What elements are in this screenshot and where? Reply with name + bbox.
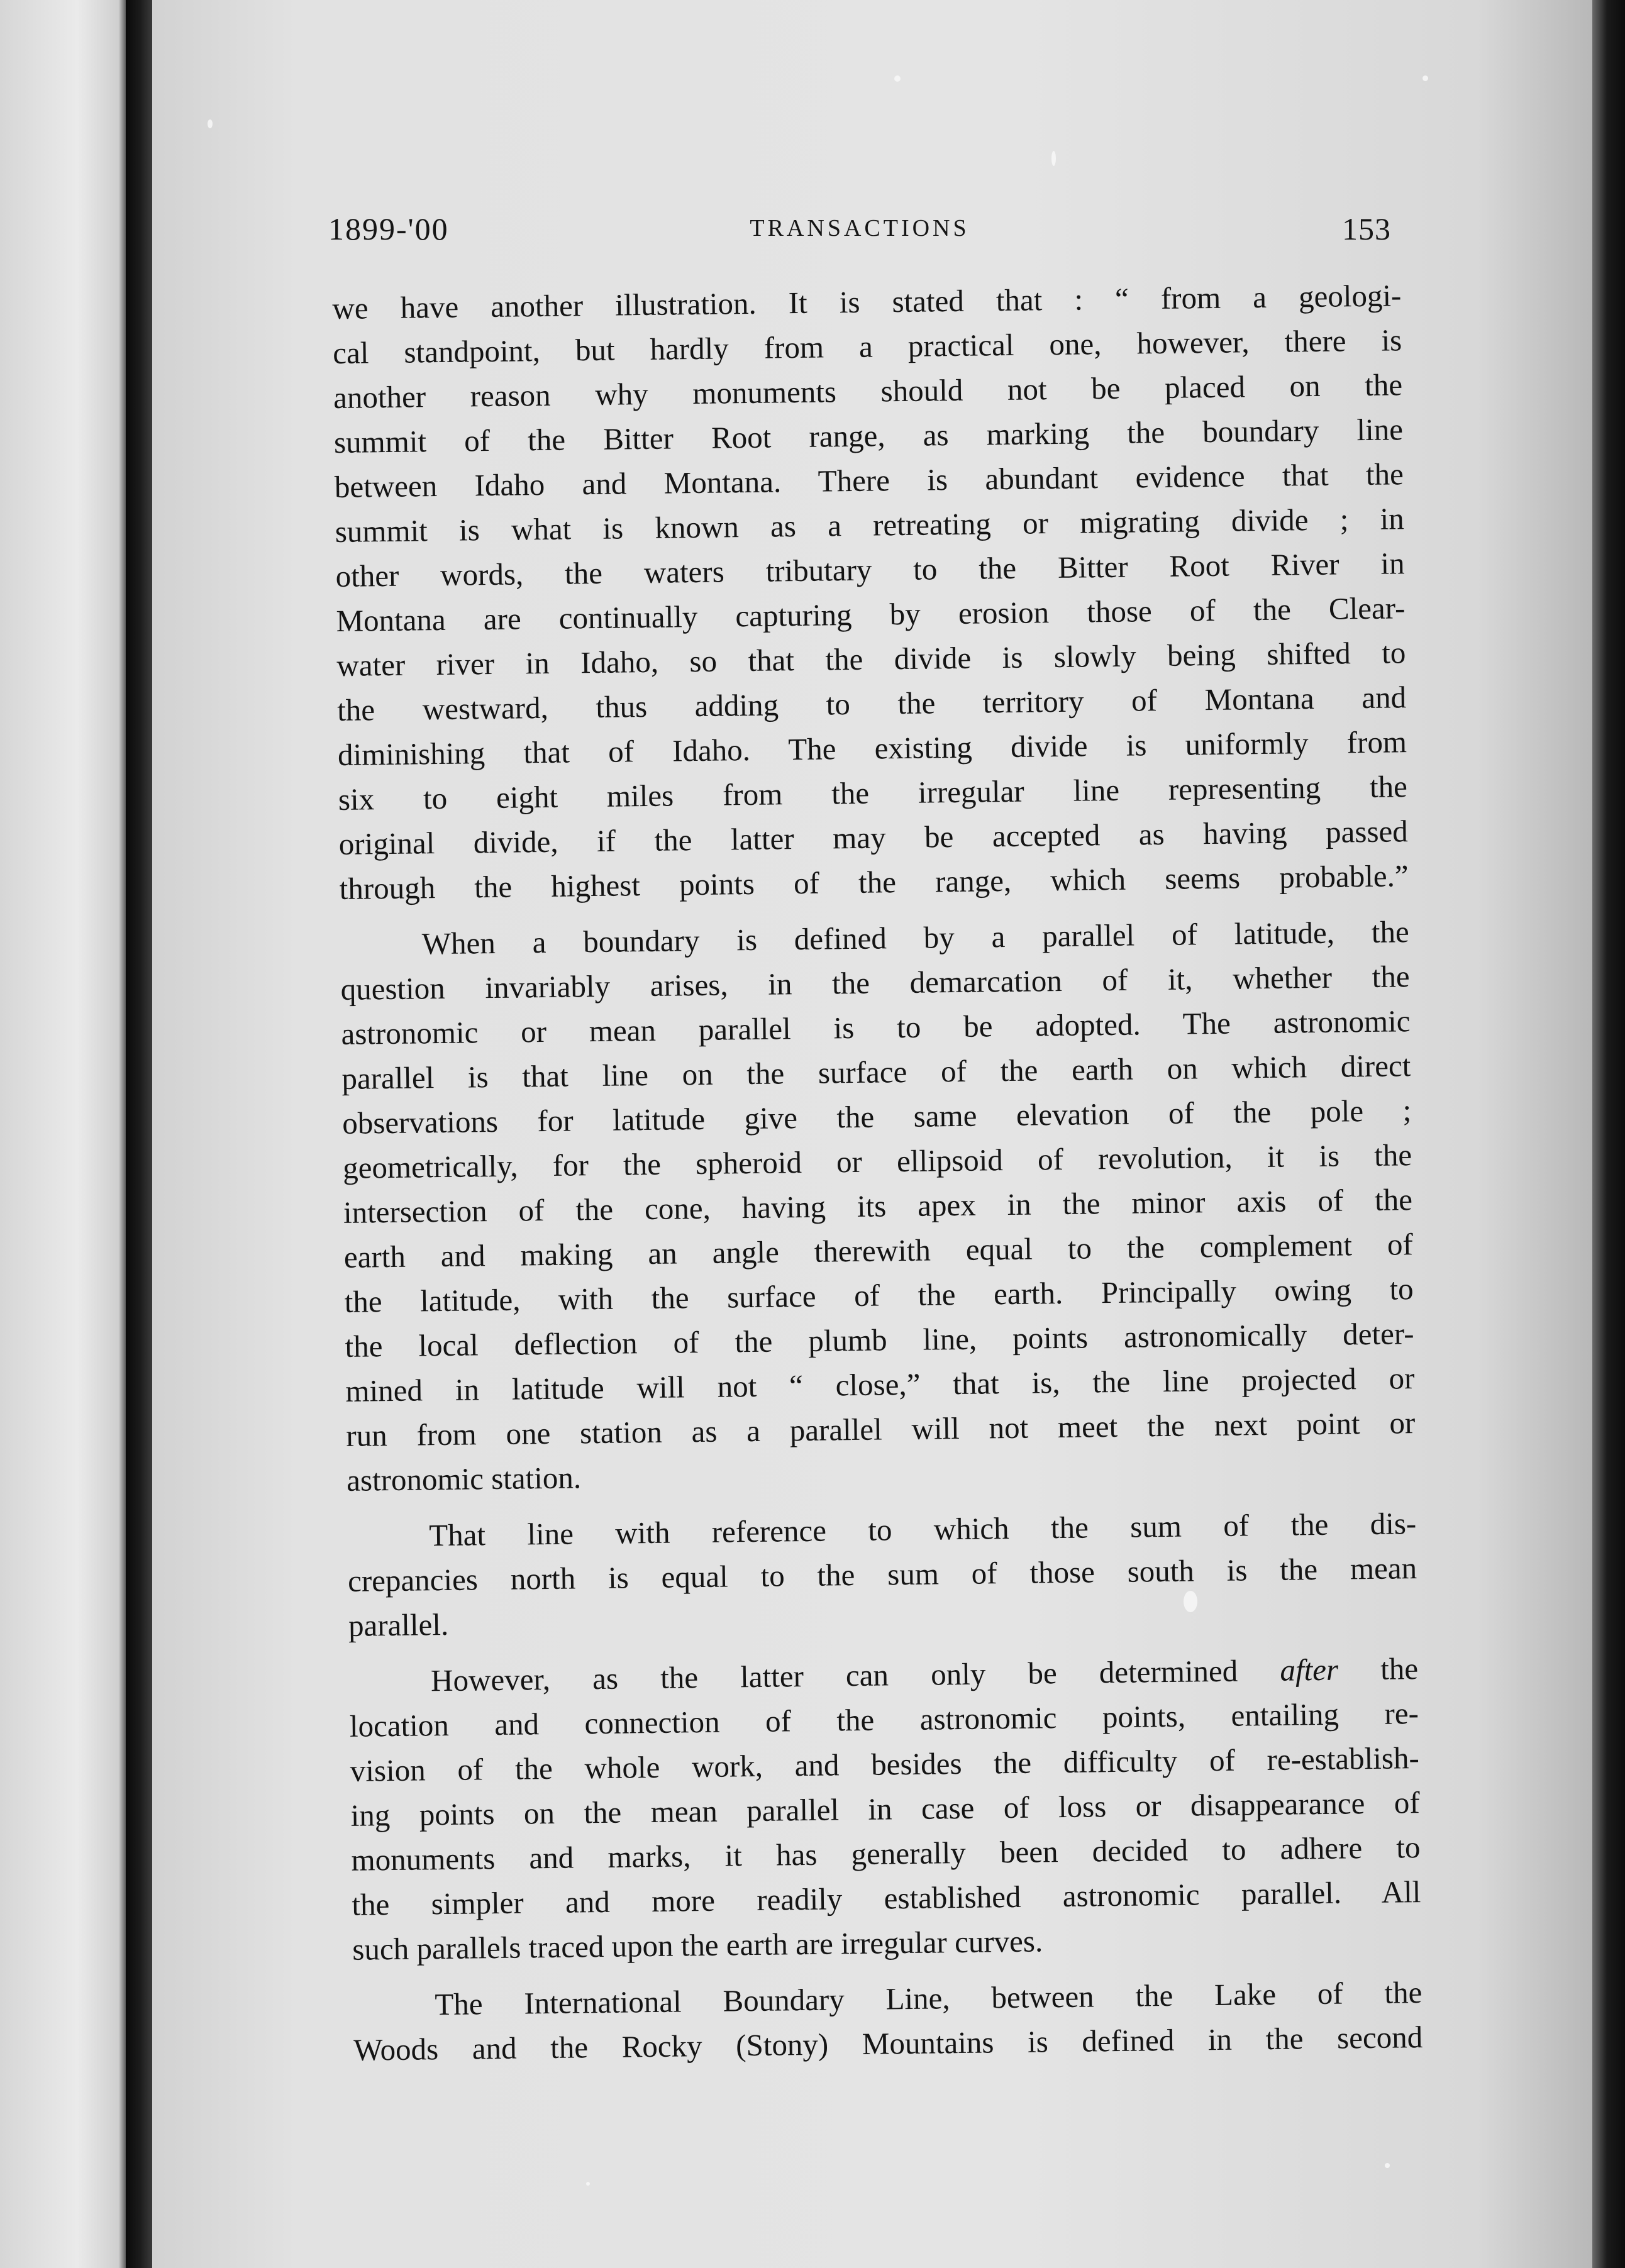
text-line: geometrically, for the spheroid or ellipsoid of revolution, it is the [342, 1137, 1412, 1185]
text-line: astronomic or mean parallel is to be adopted. The astronomic [341, 1004, 1411, 1051]
text-line: crepancies north is equal to the sum of those south is the mean [347, 1551, 1417, 1598]
dust-speck [1051, 151, 1056, 166]
text-line: question invariably arises, in the demarcation of it, whether the [340, 959, 1410, 1007]
text-line: monuments and marks, it has generally been decided to adhere to [351, 1830, 1421, 1878]
text-line: parallel is that line on the surface of the earth on which direct [341, 1048, 1411, 1096]
paragraph [340, 909, 1416, 1503]
dust-speck [1423, 75, 1428, 81]
dust-speck [586, 2182, 590, 2186]
text-run: the [1380, 1651, 1419, 1686]
running-title: TRANSACTIONS [750, 215, 970, 241]
text-line: mined in latitude will not “ close,” that is, the line projected or [345, 1361, 1415, 1408]
text-line: vision of the whole work, and besides the difficulty of re-establish- [350, 1740, 1420, 1788]
right-page-edge [1592, 0, 1625, 2268]
text-line: diminishing that of Idaho. The existing divide is uniformly from [337, 724, 1407, 772]
paragraph [347, 1501, 1417, 1648]
paragraph [332, 273, 1409, 911]
italic-word: after [1280, 1652, 1339, 1688]
text-run: However, as the latter can only be determined [430, 1653, 1238, 1698]
text-line: location and connection of the astronomic points, entailing re- [349, 1696, 1419, 1744]
text-line: When a boundary is defined by a parallel of latitude, the [421, 914, 1410, 961]
text-line: we have another illustration. It is stated that : “ from a geologi- [332, 278, 1402, 326]
header-year: 1899-'00 [328, 211, 449, 246]
text-line: between Idaho and Montana. There is abundant evidence that the [334, 456, 1404, 504]
text-line: That line with reference to which the sum of the dis- [428, 1506, 1417, 1553]
dust-speck [1385, 2163, 1390, 2168]
text-line: Woods and the Rocky (Stony) Mountains is defined in the second [353, 2020, 1423, 2067]
text-line: the simpler and more readily established astronomic parallel. All [352, 1874, 1421, 1922]
text-line: water river in Idaho, so that the divide is slowly being shifted to [336, 635, 1406, 683]
text-line: the latitude, with the surface of the earth. Principally owing to [344, 1271, 1414, 1319]
text-line: Montana are continually capturing by erosion those of the Clear- [336, 590, 1406, 638]
book-gutter [126, 0, 152, 2268]
text-line: summit of the Bitter Root range, as marking the boundary line [333, 412, 1404, 460]
facing-page-edge [0, 0, 129, 2268]
dust-speck [894, 75, 901, 82]
text-line: run from one station as a parallel will not meet the next point or [346, 1405, 1416, 1453]
text-line: another reason why monuments should not be placed on the [333, 367, 1403, 415]
text-line: original divide, if the latter may be accepted as having passed [338, 814, 1409, 861]
text-line: the local deflection of the plumb line, points astronomically deter- [345, 1316, 1414, 1364]
text-line: such parallels traced upon the earth are irregular curves. [352, 1923, 1043, 1967]
text-line: through the highest points of the range, which seems probable.” [339, 858, 1409, 906]
page-number: 153 [1342, 211, 1391, 246]
text-line: the westward, thus adding to the territory of Montana and [336, 680, 1407, 727]
text-line: astronomic station. [346, 1460, 582, 1498]
paragraph [353, 1970, 1423, 2072]
text-line: The International Boundary Line, between the Lake of the [435, 1975, 1423, 2022]
paragraph [349, 1646, 1422, 1972]
text-line: other words, the waters tributary to the Bitter Root River in [335, 546, 1405, 594]
text-line: ing points on the mean parallel in case of loss or disappearance of [350, 1785, 1420, 1833]
text-line: six to eight miles from the irregular line representing the [338, 769, 1408, 817]
text-line: cal standpoint, but hardly from a practical one, however, there is [332, 323, 1402, 370]
text-line: summit is what is known as a retreating or migrating divide ; in [335, 501, 1404, 549]
text-line: observations for latitude give the same elevation of the pole ; [341, 1093, 1412, 1141]
text-line: parallel. [348, 1607, 449, 1643]
body-text [332, 273, 1423, 2072]
text-line: earth and making an angle therewith equal to the complement of [343, 1227, 1414, 1275]
dust-speck [208, 119, 213, 128]
running-header [328, 211, 1391, 255]
text-line: intersection of the cone, having its apex in the minor axis of the [343, 1182, 1413, 1230]
